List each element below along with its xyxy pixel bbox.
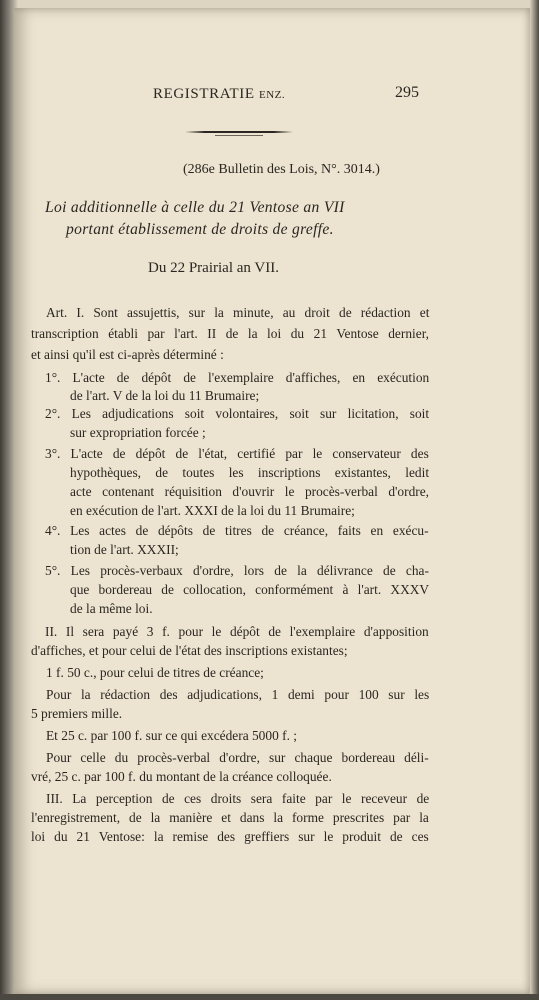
body-line: transcription établi par l'art. II de la loi du 21 Ventose dernier, [31, 326, 429, 341]
running-title-suffix: ENZ. [258, 89, 286, 101]
body-line: sur expropriation forcée ; [70, 425, 206, 440]
page-edge-shadow [530, 0, 539, 1000]
body-line: d'affiches, et pour celui de l'état des inscriptions existantes; [31, 643, 348, 658]
body-line: 5°. Les procès-verbaux d'ordre, lors de la délivrance de cha- [45, 563, 429, 578]
body-line: 3°. L'acte de dépôt de l'état, certifié par le conservateur des [45, 446, 429, 461]
ornamental-rule [185, 131, 293, 133]
law-title-line-1: Loi additionnelle à celle du 21 Ventose an VII [45, 199, 345, 216]
running-header [153, 86, 285, 103]
body-line: 4°. Les actes de dépôts de titres de créance, faits en exécu- [45, 523, 429, 538]
body-line: 1°. L'acte de dépôt de l'exemplaire d'affiches, en exécution [45, 370, 430, 385]
body-line: loi du 21 Ventose: la remise des greffiers sur le produit de ces [31, 829, 429, 844]
body-line: Art. I. Sont assujettis, sur la minute, au droit de rédaction et [46, 305, 430, 320]
body-line: III. La perception de ces droits sera faite par le receveur de [46, 791, 430, 806]
bulletin-reference: (286e Bulletin des Lois, N°. 3014.) [183, 162, 380, 177]
body-line: Pour la rédaction des adjudications, 1 demi pour 100 sur les [46, 687, 430, 702]
body-line: vré, 25 c. par 100 f. du montant de la créance colloquée. [31, 769, 332, 784]
body-line: et ainsi qu'il est ci-après déterminé : [31, 347, 224, 362]
body-line: tion de l'art. XXXII; [70, 542, 179, 557]
body-line: l'enregistrement, de la manière et dans la forme prescrites par la [31, 810, 429, 825]
body-line: hypothèques, de toutes les inscriptions existantes, ledit [70, 465, 430, 480]
page-bottom-edge [0, 994, 539, 1000]
body-line: de la même loi. [70, 601, 153, 616]
running-title: REGISTRATIE [153, 86, 255, 102]
body-line: Pour celle du procès-verbal d'ordre, sur chaque bordereau déli- [46, 750, 429, 765]
body-line: II. Il sera payé 3 f. pour le dépôt de l'exemplaire d'apposition [45, 624, 429, 639]
body-line: en exécution de l'art. XXXI de la loi du 11 Brumaire; [70, 503, 355, 518]
body-line: de l'art. V de la loi du 11 Brumaire; [70, 388, 260, 403]
body-line: 5 premiers mille. [31, 706, 123, 721]
body-line: acte contenant réquisition d'ouvrir le procès-verbal d'ordre, [70, 484, 430, 499]
body-line: 2°. Les adjudications soit volontaires, soit sur licitation, soit [45, 406, 430, 421]
book-page [14, 8, 530, 994]
law-title-line-2: portant établissement de droits de greffe. [66, 221, 334, 238]
ornamental-rule-thin [215, 135, 263, 136]
body-line: 1 f. 50 c., pour celui de titres de créance; [46, 665, 264, 680]
body-line: que bordereau de collocation, conformément à l'art. XXXV [70, 582, 430, 597]
date-heading: Du 22 Prairial an VII. [148, 260, 279, 276]
page-number: 295 [395, 84, 419, 101]
body-line: Et 25 c. par 100 f. sur ce qui excédera 5000 f. ; [46, 728, 297, 743]
